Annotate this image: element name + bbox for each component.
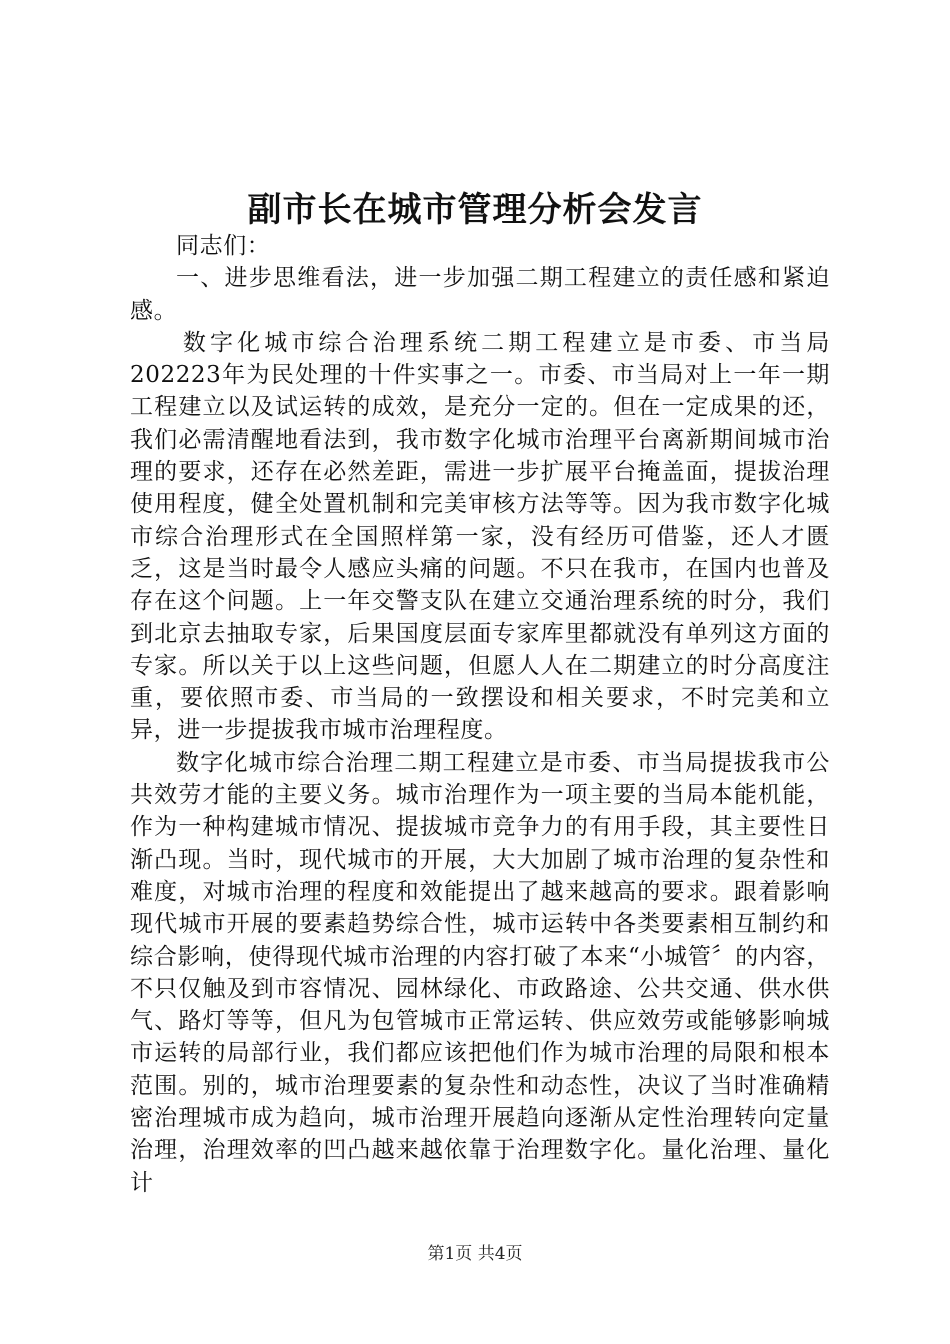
- paragraph: 数字化城市综合治理二期工程建立是市委、市当局提拔我市公共效劳才能的主要义务。城市治理作为一项主要的当局本能机能，作为一种构建城市情况、提拔城市竞争力的有用手段，其主要性日渐凸现。当时，现代城市的开展，大大加剧了城市治理的复杂性和难度，对城市治理的程度和效能提出了越来越高的要求。跟着影响现代城市开展的要素趋势综合性，城市运转中各类要素相互制约和综合影响，使得现代城市治理的内容打破了本来“小城管〞的内容，不只仅触及到市容情况、园林绿化、市政路途、公共交通、供水供气、路灯等等，但凡为包管城市正常运转、供应效劳或能够影响城市运转的局部行业，我们都应该把他们作为城市治理的局限和根本范围。别的，城市治理要素的复杂性和动态性，决议了当时准确精密治理城市成为趋向，城市治理开展趋向逐渐从定性治理转向定量治理，治理效率的凹凸越来越依靠于治理数字化。量化治理、量化计: [130, 749, 830, 1196]
- salutation: 同志们：: [176, 233, 271, 259]
- paragraph: 一、进步思维看法，进一步加强二期工程建立的责任感和紧迫感。: [130, 265, 830, 324]
- paragraph: 数字化城市综合治理系统二期工程建立是市委、市当局202223年为民处理的十件实事之一。市委、市当局对上一年一期工程建立以及试运转的成效，是充分一定的。但在一定成果的还，我们必需清醒地看法到，我市数字化城市治理平台离新期间城市治理的要求，还存在必然差距，需进一步扩展平台掩盖面，提拔治理使用程度，健全处置机制和完美审核方法等等。因为我市数字化城市综合治理形式在全国照样第一家，没有经历可借鉴，还人才匮乏，这是当时最令人感应头痛的问题。不只在我市，在国内也普及存在这个问题。上一年交警支队在建立交通治理系统的时分，我们到北京去抽取专家，后果国度层面专家库里都就没有单列这方面的专家。所以关于以上这些问题，但愿人人在二期建立的时分高度注重，要依照市委、市当局的一致摆设和相关要求，不时完美和立异，进一步提拔我市城市治理程度。: [130, 329, 830, 744]
- document-title: 副市长在城市管理分析会发言: [247, 190, 703, 230]
- page-footer: 第1页 共4页: [427, 1244, 523, 1264]
- document-body: [130, 230, 830, 1199]
